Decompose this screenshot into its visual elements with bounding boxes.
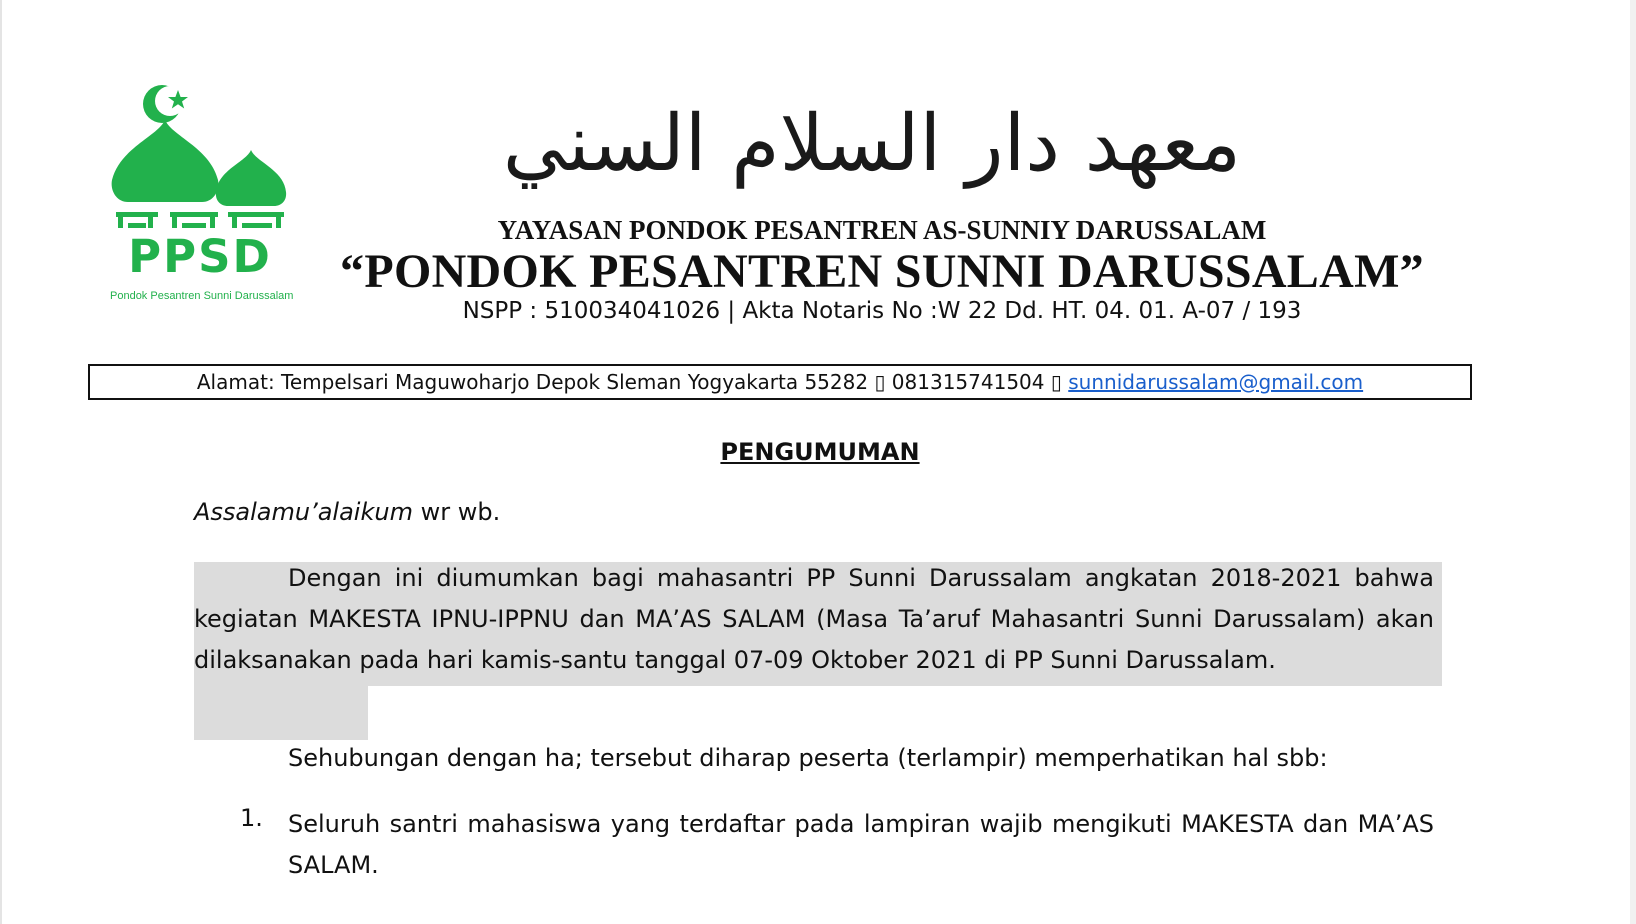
institution-title: “PONDOK PESANTREN SUNNI DARUSSALAM” xyxy=(340,245,1424,298)
registration-info: NSPP : 510034041026 | Akta Notaris No :W 22 Dd. HT. 04. 01. A-07 / 193 xyxy=(462,298,1302,324)
logo-abbreviation: PPSD xyxy=(128,230,272,283)
arabic-calligraphy xyxy=(502,86,1242,206)
announcement-paragraph[interactable]: Dengan ini diumumkan bagi mahasantri PP Sunni Darussalam angkatan 2018-2021 bahwa kegiatan MAKESTA IPNU-IPPNU dan MA’AS SALAM (Masa Ta’aruf Mahasantri Sunni Darussalam) akan dilaksanakan pada hari kamis-santu tanggal 07-09 Oktober 2021 di PP Sunni Darussalam. xyxy=(194,564,1434,674)
calligraphy-text: معهد دار السلام السني xyxy=(502,99,1242,189)
logo-subtitle: Pondok Pesantren Sunni Darussalam xyxy=(110,290,294,302)
greeting-rest: wr wb. xyxy=(412,498,501,526)
list-item-text: Seluruh santri mahasiswa yang terdaftar pada lampiran wajib mengikuti MAKESTA dan MA’AS SALAM. xyxy=(288,810,1434,879)
phone-number: 081315741504 xyxy=(885,370,1051,394)
phone-icon: ▯ xyxy=(874,370,886,394)
email-link[interactable]: sunnidarussalam@gmail.com xyxy=(1068,370,1364,394)
foundation-name: YAYASAN PONDOK PESANTREN AS-SUNNIY DARUSSALAM xyxy=(497,215,1267,245)
ppsd-logo xyxy=(110,84,294,306)
email-icon: ▯ xyxy=(1050,370,1062,394)
address-box xyxy=(88,364,1472,400)
address-text: Alamat: Tempelsari Maguwoharjo Depok Sleman Yogyakarta 55282 xyxy=(196,370,875,394)
mosque-dome-icon xyxy=(110,84,290,234)
text-highlight-tail xyxy=(194,686,368,740)
greeting-italic: Assalamu’alaikum xyxy=(194,498,413,526)
greeting xyxy=(194,498,500,526)
instruction-intro: Sehubungan dengan ha; tersebut diharap peserta (terlampir) memperhatikan hal sbb: xyxy=(288,744,1328,772)
list-item-number: 1. xyxy=(240,804,263,832)
announcement-heading: PENGUMUMAN xyxy=(720,438,920,466)
